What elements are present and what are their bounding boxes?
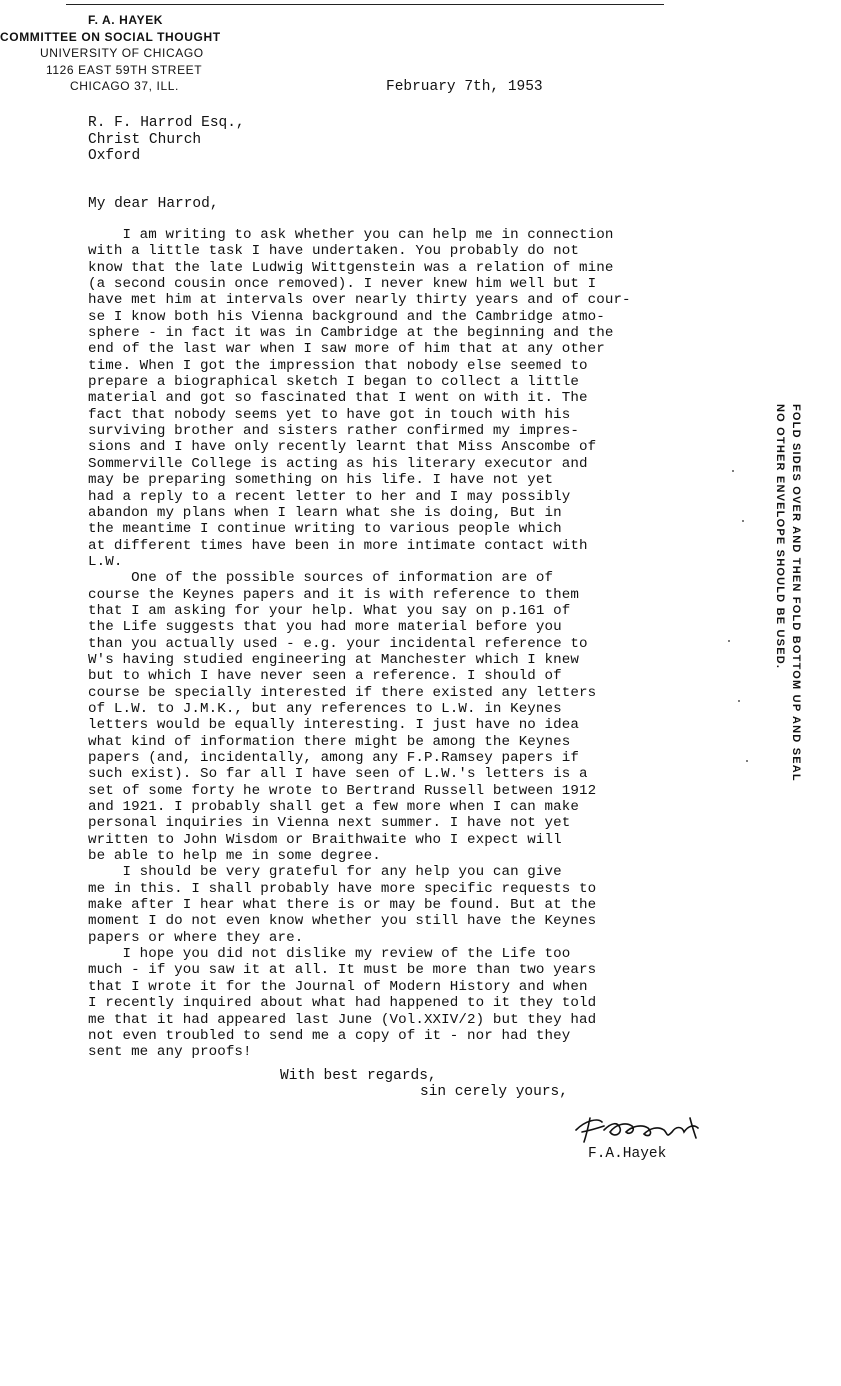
- body-line: much - if you saw it at all. It must be more than two years: [88, 962, 597, 979]
- scan-speck: [728, 640, 730, 642]
- body-line: written to John Wisdom or Braithwaite who I expect will: [88, 831, 562, 848]
- fold-instructions-line1: FOLD SIDES OVER AND THEN FOLD BOTTOM UP AND SEAL: [790, 404, 802, 782]
- body-line: Sommerville College is acting as his literary executor and: [88, 455, 588, 472]
- closing-valediction: sin cerely yours,: [420, 1084, 568, 1100]
- body-line: at different times have been in more intimate contact with: [88, 537, 588, 554]
- body-line: had a reply to a recent letter to her and I may possibly: [88, 488, 571, 505]
- recipient-line2: Christ Church: [88, 131, 202, 148]
- body-line: know that the late Ludwig Wittgenstein was a relation of mine: [88, 259, 614, 276]
- salutation: My dear Harrod,: [88, 196, 219, 212]
- body-line: moment I do not even know whether you still have the Keynes: [88, 913, 597, 930]
- body-line: I should be very grateful for any help you can give: [88, 864, 562, 881]
- body-line: that I wrote it for the Journal of Modern History and when: [88, 978, 588, 995]
- body-line: (a second cousin once removed). I never knew him well but I: [88, 276, 597, 293]
- fold-instructions: [772, 404, 804, 782]
- recipient-line3: Oxford: [88, 148, 141, 164]
- letterhead-university: UNIVERSITY OF CHICAGO: [40, 46, 204, 60]
- fold-instructions-line2: NO OTHER ENVELOPE SHOULD BE USED.: [774, 404, 786, 670]
- letterhead-street: 1126 EAST 59TH STREET: [46, 62, 203, 77]
- body-line: material and got so fascinated that I went on with it. The: [88, 390, 588, 407]
- letterhead-committee: COMMITTEE ON SOCIAL THOUGHT: [0, 29, 221, 44]
- body-line: set of some forty he wrote to Bertrand Russell between 1912: [88, 782, 597, 799]
- signature-name: F.A.Hayek: [588, 1146, 667, 1162]
- body-line: make after I hear what there is or may be found. But at the: [88, 897, 597, 914]
- body-line: of L.W. to J.M.K., but any references to L.W. in Keynes: [88, 700, 562, 717]
- body-line: with a little task I have undertaken. You probably do not: [88, 243, 579, 260]
- body-line: and 1921. I probably shall get a few more when I can make: [88, 799, 579, 816]
- body-line: course the Keynes papers and it is with reference to them: [88, 586, 579, 603]
- body-line: not even troubled to send me a copy of it - nor had they: [88, 1027, 571, 1044]
- body-line: but to which I have never seen a reference. I should of: [88, 668, 562, 685]
- handwritten-signature: [572, 1108, 722, 1148]
- closing-regards: With best regards,: [280, 1068, 437, 1084]
- body-line: me in this. I shall probably have more specific requests to: [88, 880, 597, 897]
- body-line: letters would be equally interesting. I just have no idea: [88, 717, 579, 734]
- body-line: sphere - in fact it was in Cambridge at the beginning and the: [88, 325, 614, 342]
- letterhead-city: CHICAGO 37, ILL.: [70, 79, 179, 93]
- body-line: course be specially interested if there existed any letters: [88, 684, 597, 701]
- body-line: be able to help me in some degree.: [88, 848, 381, 865]
- body-line: end of the last war when I saw more of him that at any other: [88, 341, 605, 358]
- body-line: abandon my plans when I learn what she is doing, But in: [88, 504, 562, 521]
- body-line: I hope you did not dislike my review of the Life too: [88, 946, 571, 963]
- recipient-address: [88, 115, 245, 165]
- body-line: such exist). So far all I have seen of L.W.'s letters is a: [88, 766, 588, 783]
- letter-body: [88, 227, 708, 1061]
- body-line: se I know both his Vienna background and the Cambridge atmo-: [88, 308, 605, 325]
- body-line: that I am asking for your help. What you say on p.161 of: [88, 602, 571, 619]
- scan-speck: [742, 520, 744, 522]
- letter-date: February 7th, 1953: [386, 79, 543, 95]
- body-line: me that it had appeared last June (Vol.XXIV/2) but they had: [88, 1011, 597, 1028]
- body-line: time. When I got the impression that nobody else seemed to: [88, 357, 588, 374]
- body-line: may be preparing something on his life. I have not yet: [88, 472, 554, 489]
- scan-speck: [746, 760, 748, 762]
- body-line: what kind of information there might be among the Keynes: [88, 733, 571, 750]
- body-line: L.W.: [88, 553, 123, 570]
- body-line: One of the possible sources of information are of: [88, 570, 554, 587]
- body-line: I recently inquired about what had happened to it they told: [88, 995, 597, 1012]
- top-rule: [66, 4, 664, 5]
- letterhead-name: F. A. HAYEK: [88, 13, 164, 27]
- body-line: W's having studied engineering at Manchester which I knew: [88, 651, 579, 668]
- body-line: I am writing to ask whether you can help me in connection: [88, 227, 614, 243]
- body-line: sions and I have only recently learnt that Miss Anscombe of: [88, 439, 597, 456]
- body-line: sent me any proofs!: [88, 1044, 252, 1061]
- body-line: surviving brother and sisters rather confirmed my impres-: [88, 423, 579, 440]
- letterhead: [0, 12, 276, 95]
- recipient-name: R. F. Harrod Esq.,: [88, 115, 245, 131]
- body-line: fact that nobody seems yet to have got in touch with his: [88, 406, 571, 423]
- body-line: the Life suggests that you had more material before you: [88, 619, 562, 636]
- body-line: have met him at intervals over nearly thirty years and of cour-: [88, 292, 631, 309]
- body-line: the meantime I continue writing to various people which: [88, 521, 562, 538]
- body-line: papers (and, incidentally, among any F.P.Ramsey papers if: [88, 750, 579, 766]
- body-line: personal inquiries in Vienna next summer. I have not yet: [88, 815, 571, 832]
- scan-speck: [738, 700, 740, 702]
- body-line: than you actually used - e.g. your incidental reference to: [88, 635, 588, 652]
- scan-speck: [732, 470, 734, 472]
- body-line: prepare a biographical sketch I began to collect a little: [88, 374, 579, 391]
- body-line: papers or where they are.: [88, 929, 304, 946]
